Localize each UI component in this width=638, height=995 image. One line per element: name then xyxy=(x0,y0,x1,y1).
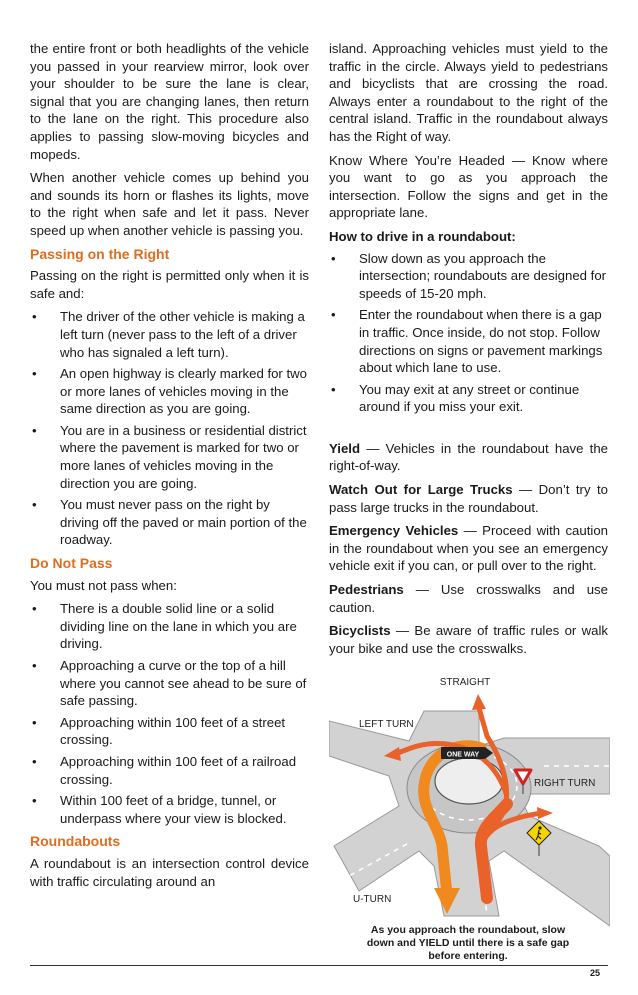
paragraph: island. Approaching vehicles must yield to the traffic in the circle. Always yield to pedestrians and bicyclists that are crossing the road. Always enter a roundabout to the right of the central island. Traffic in the roundabout always has the Right of way. xyxy=(329,41,608,144)
paragraph: Know Where You’re Headed — Know where you want to go as you approach the intersection. Follow the signs and get in the appropriate lane. xyxy=(329,152,608,221)
definition-text: — Vehicles in the roundabout have the right-of-way. xyxy=(329,440,608,474)
definition-yield xyxy=(329,440,608,475)
definition-bicyclists xyxy=(329,622,608,657)
list-item: • Approaching within 100 feet of a street crossing. xyxy=(30,714,309,749)
list-item: • You are in a business or residential district where the pavement is marked for two or more lanes of vehicles moving in the direction you are going. xyxy=(30,422,309,492)
paragraph: A roundabout is an intersection control device with traffic circulating around an xyxy=(30,855,309,889)
definition-trucks xyxy=(329,481,608,516)
list-item: • Approaching within 100 feet of a railroad crossing. xyxy=(30,753,309,788)
list-item: • You may exit at any street or continue around if you miss your exit. xyxy=(329,381,608,416)
list-item: • You must never pass on the right by driving off the paved or main portion of the roadway. xyxy=(30,496,309,549)
paragraph: You must not pass when: xyxy=(30,577,177,593)
list-item: • Slow down as you approach the intersection; roundabouts are designed for speeds of 15-20 mph. xyxy=(329,250,608,303)
right-column xyxy=(329,40,608,663)
list-item: • The driver of the other vehicle is making a left turn (never pass to the left of a driver who has signaled a left turn). xyxy=(30,308,309,361)
term: Emergency Vehicles xyxy=(329,523,459,539)
straight-arrowhead xyxy=(472,694,486,710)
section-heading-roundabouts: Roundabouts xyxy=(30,833,121,850)
roundabout-diagram xyxy=(329,676,610,966)
list-item: • Enter the roundabout when there is a gap in traffic. Once inside, do not stop. Follow directions on signs or pavement markings about which lane to use. xyxy=(329,306,608,376)
paragraph: the entire front or both headlights of the vehicle you passed in your rearview mirror, look over your shoulder to be sure the lane is clear, signal that you are changing lanes, then return to the lane on the right. This procedure also applies to passing slow-moving bicycles and mopeds. xyxy=(30,41,309,162)
left-turn-label: LEFT TURN xyxy=(359,719,414,730)
do-not-pass-list xyxy=(30,600,309,827)
section-heading-do-not-pass: Do Not Pass xyxy=(30,555,113,572)
straight-label: STRAIGHT xyxy=(439,677,491,688)
list-item: • An open highway is clearly marked for two or more lanes of vehicles moving in the same direction as you are going. xyxy=(30,365,309,418)
definition-text: — Be aware of traffic rules or walk your bike and use the crosswalks. xyxy=(329,623,608,656)
term: Pedestrians xyxy=(329,582,404,598)
term: Watch Out for Large Trucks xyxy=(329,482,513,498)
one-way-sign xyxy=(441,747,493,759)
passing-right-list xyxy=(30,308,309,549)
page-number: 25 xyxy=(590,968,601,978)
list-item: • Approaching a curve or the top of a hill where you cannot see ahead to be sure of safe passing. xyxy=(30,657,309,710)
paragraph: Passing on the right is permitted only when it is safe and: xyxy=(30,268,309,301)
definition-text: — Don’t try to pass large trucks in the roundabout. xyxy=(329,482,608,515)
section-heading-how-to: How to drive in a roundabout: xyxy=(329,228,516,244)
right-turn-arrowhead xyxy=(537,807,553,819)
left-column xyxy=(30,40,309,896)
how-to-list xyxy=(329,250,608,416)
one-way-label: ONE WAY xyxy=(446,751,480,759)
section-heading-passing-right: Passing on the Right xyxy=(30,245,170,262)
term: Bicyclists xyxy=(329,623,391,639)
figure-caption: As you approach the roundabout, slow down and YIELD until there is a safe gap before entering. xyxy=(366,924,570,962)
paragraph: When another vehicle comes up behind you and sounds its horn or flashes its lights, move to the right when safe and let it pass. Never speed up when another vehicle is passing you. xyxy=(30,170,309,238)
spacer xyxy=(329,422,608,440)
list-item: • There is a double solid line or a solid dividing line on the lane in which you are driving. xyxy=(30,600,309,653)
u-turn-label: U-TURN xyxy=(353,894,392,905)
definition-pedestrians xyxy=(329,581,608,616)
term: Yield xyxy=(329,440,361,456)
footer-divider xyxy=(30,965,608,966)
definition-emergency xyxy=(329,522,608,575)
right-turn-label: RIGHT TURN xyxy=(534,778,596,789)
definition-text: — Use crosswalks and use caution. xyxy=(329,582,608,615)
list-item: • Within 100 feet of a bridge, tunnel, or underpass where your view is blocked. xyxy=(30,792,309,827)
definition-text: — Proceed with caution in the roundabout when you see an emergency vehicle exit if you can, or pull over to the right. xyxy=(329,523,608,574)
